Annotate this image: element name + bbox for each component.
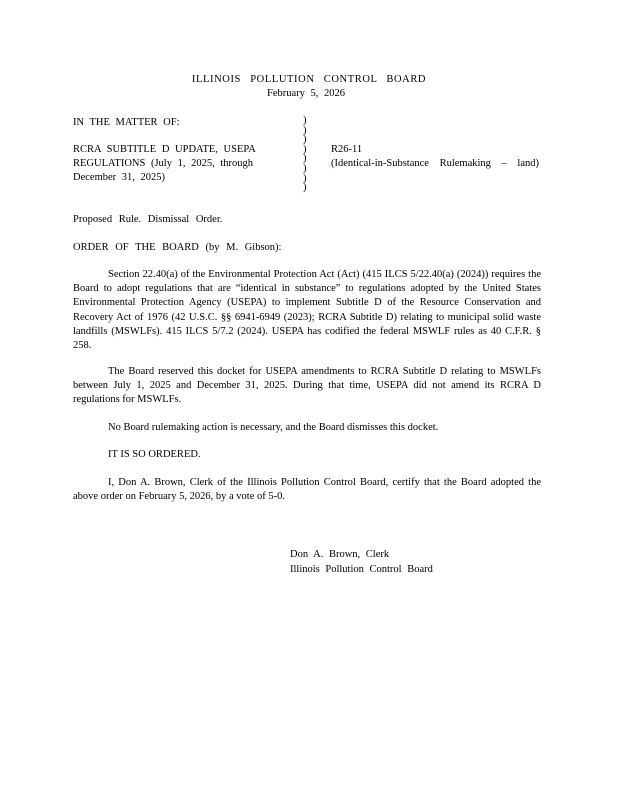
paragraph-statutory-basis: Section 22.40(a) of the Environmental Protection Act (Act) (415 ILCS 5/22.40(a) (2024)) requires the Board to adopt regulations that are “identical in substance” to regulations adopted by the United States Environmental Protection Agency (USEPA) to implement Subtitle D of the Resource Conservation and Recovery Act of 1976 (42 U.S.C. §§ 6941-6949 (2023); RCRA Subtitle D) relating to municipal solid waste landfills (MSWLFs). 415 ILCS 5/7.2 (2024). USEPA has codified the federal MSWLF rules as 40 C.F.R. § 258. — [73, 269, 541, 352]
docket-type: (Identical-in-Substance Rulemaking – land) — [331, 158, 539, 169]
order-title: Proposed Rule. Dismissal Order. — [73, 214, 223, 225]
caption-divider: ) ) ) ) ) ) ) ) — [303, 115, 307, 194]
order-heading: ORDER OF THE BOARD (by M. Gibson): — [73, 242, 282, 253]
clerk-certification: I, Don A. Brown, Clerk of the Illinois Pollution Control Board, certify that the Board adopted the above order on February 5, 2026, by a vote of 5-0. — [73, 477, 541, 503]
matter-title-line-2: REGULATIONS (July 1, 2025, through — [73, 158, 253, 169]
in-the-matter-label: IN THE MATTER OF: — [73, 117, 180, 128]
signature-organization: Illinois Pollution Control Board — [290, 564, 433, 575]
matter-title-line-3: December 31, 2025) — [73, 172, 166, 183]
agency-heading: ILLINOIS POLLUTION CONTROL BOARD — [191, 74, 427, 85]
matter-title-line-1: RCRA SUBTITLE D UPDATE, USEPA — [73, 144, 256, 155]
document-date: February 5, 2026 — [266, 88, 346, 99]
paragraph-docket-reserved: The Board reserved this docket for USEPA amendments to RCRA Subtitle D relating to MSWLFs between July 1, 2025 and December 31, 2025. During that time, USEPA did not amend its RCRA D regulations for MSWLFs. — [73, 366, 541, 406]
docket-number: R26-11 — [331, 144, 363, 155]
signature-name: Don A. Brown, Clerk — [290, 549, 390, 560]
paragraph-dismissal: No Board rulemaking action is necessary, and the Board dismisses this docket. — [108, 422, 439, 433]
paragraph-so-ordered: IT IS SO ORDERED. — [108, 449, 201, 460]
